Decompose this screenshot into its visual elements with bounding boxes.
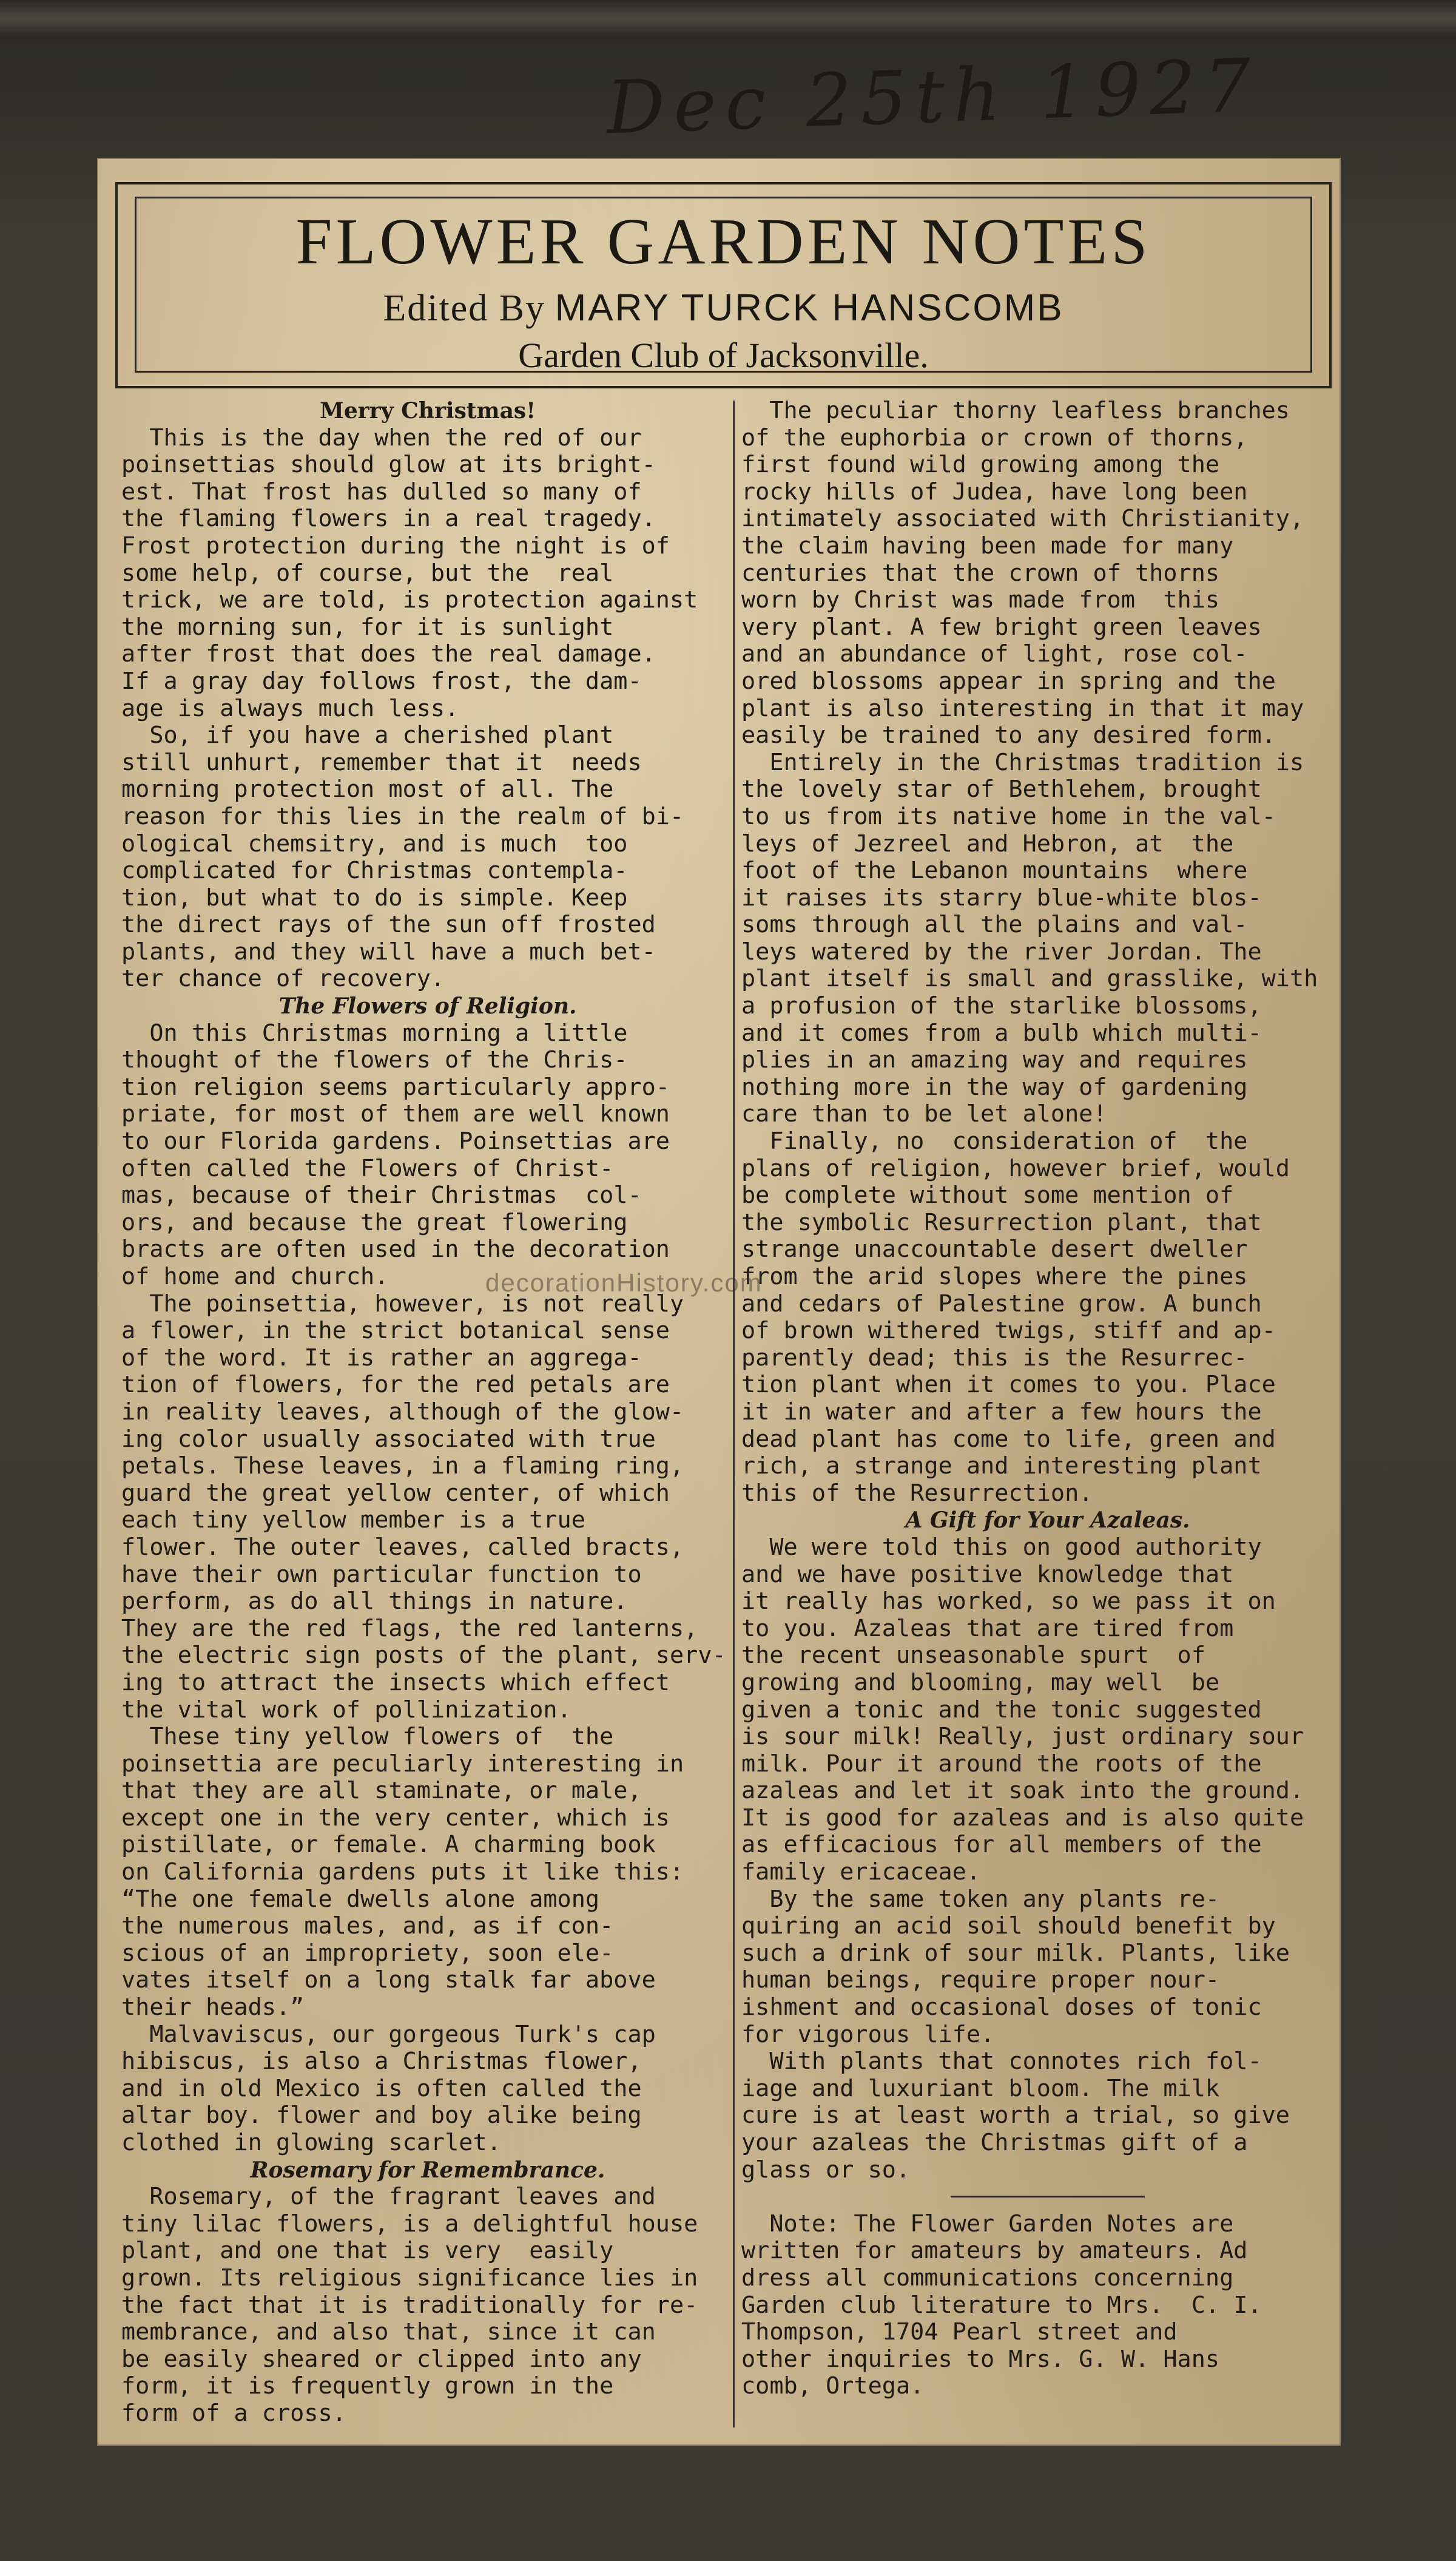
- text-line: Rosemary, of the fragrant leaves and: [121, 2183, 656, 2211]
- text-line: vates itself on a long stalk far above: [121, 1966, 656, 1994]
- editor-prefix: Edited By: [383, 288, 546, 329]
- text-line: flower. The outer leaves, called bracts,: [121, 1533, 684, 1561]
- text-line: your azaleas the Christmas gift of a: [741, 2129, 1248, 2156]
- text-line: thought of the flowers of the Chris-: [121, 1046, 628, 1074]
- text-line: morning protection most of all. The: [121, 776, 614, 803]
- text-line: centuries that the crown of thorns: [741, 559, 1220, 587]
- text-line: given a tonic and the tonic suggested: [741, 1696, 1262, 1724]
- text-line: tion religion seems particularly appro-: [121, 1073, 670, 1101]
- text-line: for vigorous life.: [741, 2020, 995, 2048]
- text-line: Thompson, 1704 Pearl street and: [741, 2318, 1178, 2346]
- text-line: petals. These leaves, in a flaming ring,: [121, 1452, 684, 1480]
- text-line: family ericaceae.: [741, 1858, 981, 1886]
- text-line: and it comes from a bulb which multi-: [741, 1019, 1262, 1047]
- text-line: guard the great yellow center, of which: [121, 1479, 670, 1507]
- separator-rule: [741, 2184, 1354, 2211]
- text-line: Note: The Flower Garden Notes are: [741, 2210, 1234, 2238]
- header-inner-frame: [135, 197, 1312, 373]
- section-heading: A Gift for Your Azaleas.: [905, 1507, 1190, 1534]
- text-line: scious of an impropriety, soon ele-: [121, 1939, 614, 1967]
- text-line: a profusion of the starlike blossoms,: [741, 992, 1262, 1020]
- text-line: parently dead; this is the Resurrec-: [741, 1344, 1248, 1372]
- text-line: each tiny yellow member is a true: [121, 1506, 585, 1534]
- text-line: mas, because of their Christmas col-: [121, 1182, 642, 1209]
- text-line: grown. Its religious significance lies in: [121, 2264, 698, 2292]
- text-line: form, it is frequently grown in the: [121, 2372, 614, 2400]
- text-line: the numerous males, and, as if con-: [121, 1912, 614, 1940]
- text-line: On this Christmas morning a little: [121, 1019, 628, 1047]
- text-line: their heads.”: [121, 1994, 305, 2021]
- text-line: iage and luxuriant bloom. The milk: [741, 2074, 1220, 2102]
- text-line: it in water and after a few hours the: [741, 1398, 1262, 1426]
- text-line: The poinsettia, however, is not really: [121, 1290, 684, 1318]
- text-line: have their own particular function to: [121, 1560, 642, 1588]
- editor-name: MARY TURCK HANSCOMB: [554, 287, 1064, 329]
- text-line: soms through all the plains and val-: [741, 911, 1248, 939]
- text-line: of brown withered twigs, stiff and ap-: [741, 1317, 1276, 1345]
- text-line: intimately associated with Christianity,: [741, 505, 1304, 533]
- text-line: the fact that it is traditionally for re-: [121, 2291, 698, 2319]
- text-line: perform, as do all things in nature.: [121, 1588, 628, 1615]
- text-line: By the same token any plants re-: [741, 1885, 1220, 1913]
- text-line: to us from its native home in the val-: [741, 802, 1276, 830]
- text-line: care than to be let alone!: [741, 1100, 1107, 1128]
- text-line: altar boy. flower and boy alike being: [121, 2102, 642, 2130]
- text-line: Frost protection during the night is of: [121, 532, 670, 560]
- text-line: human beings, require proper nour-: [741, 1966, 1220, 1994]
- text-line: the lovely star of Bethlehem, brought: [741, 776, 1262, 803]
- text-line: in reality leaves, although of the glow-: [121, 1398, 684, 1426]
- text-line: of the word. It is rather an aggrega-: [121, 1344, 642, 1372]
- text-line: Entirely in the Christmas tradition is: [741, 748, 1304, 776]
- club-line: Garden Club of Jacksonville.: [518, 336, 929, 375]
- text-line: We were told this on good authority: [741, 1533, 1262, 1561]
- text-line: very plant. A few bright green leaves: [741, 613, 1262, 641]
- text-line: est. That frost has dulled so many of: [121, 478, 642, 506]
- handwritten-date: Dec 25th 1927: [605, 43, 1261, 151]
- text-line: milk. Pour it around the roots of the: [741, 1750, 1262, 1778]
- text-line: to you. Azaleas that are tired from: [741, 1614, 1234, 1642]
- text-line: from the arid slopes where the pines: [741, 1263, 1248, 1290]
- text-line: the morning sun, for it is sunlight: [121, 613, 614, 641]
- text-line: written for amateurs by amateurs. Ad: [741, 2237, 1248, 2265]
- text-line: tiny lilac flowers, is a delightful house: [121, 2210, 698, 2238]
- right-column: [741, 398, 1354, 2400]
- text-line: reason for this lies in the realm of bi-: [121, 802, 684, 830]
- text-line: trick, we are told, is protection against: [121, 586, 698, 614]
- text-line: tion of flowers, for the red petals are: [121, 1371, 670, 1399]
- text-line: Finally, no consideration of the: [741, 1128, 1248, 1155]
- text-line: glass or so.: [741, 2156, 911, 2184]
- text-line: leys of Jezreel and Hebron, at the: [741, 830, 1234, 858]
- text-line: ishment and occasional doses of tonic: [741, 1994, 1262, 2021]
- text-line: form of a cross.: [121, 2399, 346, 2427]
- text-line: It is good for azaleas and is also quite: [741, 1804, 1304, 1832]
- text-line: quiring an acid soil should benefit by: [741, 1912, 1276, 1940]
- text-line: and we have positive knowledge that: [741, 1560, 1234, 1588]
- text-line: ors, and because the great flowering: [121, 1208, 628, 1236]
- text-line: plans of religion, however brief, would: [741, 1154, 1290, 1182]
- section-heading: The Flowers of Religion.: [278, 993, 577, 1020]
- text-line: ing to attract the insects which effect: [121, 1668, 670, 1696]
- text-line: Garden club literature to Mrs. C. I.: [741, 2291, 1262, 2319]
- text-line: These tiny yellow flowers of the: [121, 1723, 614, 1751]
- text-line: as efficacious for all members of the: [741, 1831, 1262, 1859]
- text-line: dead plant has come to life, green and: [741, 1425, 1276, 1453]
- text-line: hibiscus, is also a Christmas flower,: [121, 2048, 642, 2076]
- text-line: the claim having been made for many: [741, 532, 1234, 560]
- text-line: With plants that connotes rich fol-: [741, 2048, 1262, 2076]
- left-column: [121, 398, 734, 2427]
- text-line: ored blossoms appear in spring and the: [741, 667, 1276, 695]
- text-line: it raises its starry blue-white blos-: [741, 884, 1262, 912]
- text-line: They are the red flags, the red lanterns,: [121, 1614, 698, 1642]
- text-line: plant, and one that is very easily: [121, 2237, 614, 2265]
- text-line: membrance, and also that, since it can: [121, 2318, 656, 2346]
- text-line: ing color usually associated with true: [121, 1425, 656, 1453]
- text-line: the vital work of pollinization.: [121, 1696, 571, 1724]
- text-line: foot of the Lebanon mountains where: [741, 857, 1248, 885]
- text-line: plant itself is small and grasslike, with: [741, 965, 1318, 993]
- text-line: ological chemsitry, and is much too: [121, 830, 628, 858]
- text-line: dress all communications concerning: [741, 2264, 1234, 2292]
- text-line: this of the Resurrection.: [741, 1479, 1093, 1507]
- text-line: poinsettia are peculiarly interesting in: [121, 1750, 684, 1778]
- text-line: easily be trained to any desired form.: [741, 722, 1276, 749]
- text-line: Malvaviscus, our gorgeous Turk's cap: [121, 2020, 656, 2048]
- text-line: tion plant when it comes to you. Place: [741, 1371, 1276, 1399]
- text-line: bracts are often used in the decoration: [121, 1236, 670, 1264]
- editor-line: [136, 289, 1310, 327]
- text-line: plants, and they will have a much bet-: [121, 938, 656, 966]
- text-line: the electric sign posts of the plant, serv-: [121, 1642, 726, 1670]
- text-line: be easily sheared or clipped into any: [121, 2345, 642, 2373]
- text-line: clothed in glowing scarlet.: [121, 2129, 501, 2156]
- text-line: worn by Christ was made from this: [741, 586, 1220, 614]
- text-line: the recent unseasonable spurt of: [741, 1642, 1205, 1670]
- text-line: age is always much less.: [121, 694, 459, 722]
- text-line: the direct rays of the sun off frosted: [121, 911, 656, 939]
- text-line: to our Florida gardens. Poinsettias are: [121, 1128, 670, 1155]
- text-line: growing and blooming, may well be: [741, 1668, 1220, 1696]
- text-line: of home and church.: [121, 1263, 389, 1290]
- text-line: of the euphorbia or crown of thorns,: [741, 424, 1248, 452]
- text-line: the flaming flowers in a real tragedy.: [121, 505, 656, 533]
- text-line: complicated for Christmas contempla-: [121, 857, 628, 885]
- text-line: plant is also interesting in that it may: [741, 694, 1304, 722]
- header-box: [115, 182, 1332, 388]
- text-line: some help, of course, but the real: [121, 559, 614, 587]
- text-line: and cedars of Palestine grow. A bunch: [741, 1290, 1262, 1318]
- watermark: decorationHistory.com: [485, 1268, 763, 1297]
- text-line: priate, for most of them are well known: [121, 1100, 670, 1128]
- text-line: azaleas and let it soak into the ground.: [741, 1777, 1304, 1805]
- column-title: FLOWER GARDEN NOTES: [295, 206, 1151, 278]
- text-line: such a drink of sour milk. Plants, like: [741, 1939, 1290, 1967]
- text-line: pistillate, or female. A charming book: [121, 1831, 656, 1859]
- text-line: other inquiries to Mrs. G. W. Hans: [741, 2345, 1220, 2373]
- text-line: often called the Flowers of Christ-: [121, 1154, 614, 1182]
- text-line: “The one female dwells alone among: [121, 1885, 600, 1913]
- text-line: still unhurt, remember that it needs: [121, 748, 642, 776]
- text-line: cure is at least worth a trial, so give: [741, 2102, 1290, 2130]
- text-line: and an abundance of light, rose col-: [741, 640, 1248, 668]
- text-line: comb, Ortega.: [741, 2372, 925, 2400]
- text-line: is sour milk! Really, just ordinary sour: [741, 1723, 1304, 1751]
- text-line: ter chance of recovery.: [121, 965, 445, 993]
- section-heading: Rosemary for Remembrance.: [250, 2157, 605, 2183]
- text-line: leys watered by the river Jordan. The: [741, 938, 1262, 966]
- text-line: plies in an amazing way and requires: [741, 1046, 1248, 1074]
- text-line: This is the day when the red of our: [121, 424, 642, 452]
- text-line: rich, a strange and interesting plant: [741, 1452, 1262, 1480]
- text-line: a flower, in the strict botanical sense: [121, 1317, 670, 1345]
- text-line: The peculiar thorny leafless branches: [741, 397, 1290, 424]
- text-line: rocky hills of Judea, have long been: [741, 478, 1248, 506]
- text-line: So, if you have a cherished plant: [121, 722, 614, 749]
- text-line: first found wild growing among the: [741, 451, 1220, 479]
- text-line: If a gray day follows frost, the dam-: [121, 667, 642, 695]
- text-line: be complete without some mention of: [741, 1182, 1234, 1209]
- text-line: strange unaccountable desert dweller: [741, 1236, 1248, 1264]
- text-line: poinsettias should glow at its bright-: [121, 451, 656, 479]
- text-line: that they are all staminate, or male,: [121, 1777, 642, 1805]
- section-heading: Merry Christmas!: [320, 398, 536, 424]
- text-line: tion, but what to do is simple. Keep: [121, 884, 628, 912]
- text-line: it really has worked, so we pass it on: [741, 1588, 1276, 1615]
- text-line: after frost that does the real damage.: [121, 640, 656, 668]
- text-line: nothing more in the way of gardening: [741, 1073, 1248, 1101]
- text-line: the symbolic Resurrection plant, that: [741, 1208, 1262, 1236]
- text-line: on California gardens puts it like this:: [121, 1858, 684, 1886]
- text-line: except one in the very center, which is: [121, 1804, 670, 1832]
- text-line: and in old Mexico is often called the: [121, 2074, 642, 2102]
